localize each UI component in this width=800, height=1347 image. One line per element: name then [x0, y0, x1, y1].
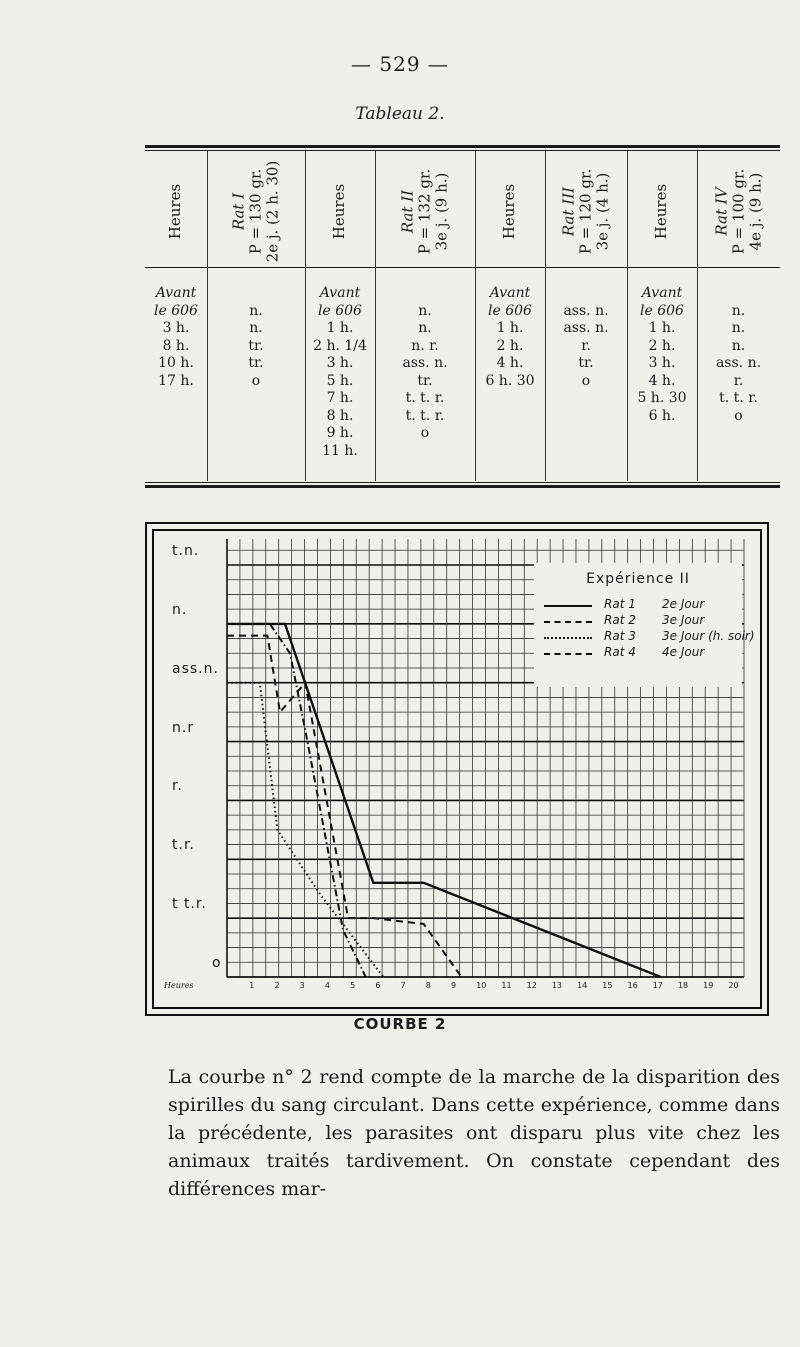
table-cell: n. — [731, 320, 746, 336]
legend-series-day: 2e Jour — [662, 597, 705, 611]
table-cell: Avant — [155, 285, 197, 301]
x-tick-label: 11 — [501, 981, 512, 990]
chart-caption: COURBE 2 — [353, 1015, 447, 1033]
legend-swatch — [544, 605, 592, 607]
table-cell: le 606 — [318, 302, 362, 319]
table-cell: le 606 — [640, 302, 684, 319]
table-cell: 1 h. — [496, 320, 524, 336]
chart-frame — [145, 522, 769, 1016]
table-cell: r. — [733, 372, 744, 389]
legend-title: Expérience II — [586, 571, 690, 587]
y-tick-label: r. — [172, 778, 183, 795]
table-cell: ass. n. — [715, 355, 762, 371]
table-header-line: P = 100 gr. — [729, 168, 747, 255]
table-cell — [697, 285, 780, 303]
table-header-1 — [145, 159, 207, 264]
table-cell: o — [251, 372, 261, 389]
table-cell: t. t. r. — [405, 390, 445, 406]
table-cell: n. — [731, 337, 746, 354]
table-column-5 — [475, 285, 545, 390]
x-tick-label: 20 — [728, 981, 739, 990]
table-cell: Avant — [319, 285, 361, 301]
x-tick-label: 7 — [400, 981, 406, 990]
table-cell: 2 h. — [648, 337, 676, 354]
table-cell: n. r. — [411, 337, 439, 354]
table-cell: 2 h. — [496, 337, 524, 354]
legend-item — [534, 645, 742, 661]
table-cell: 6 h. 30 — [485, 372, 535, 389]
table-cell: tr. — [248, 355, 264, 371]
x-tick-label: 15 — [602, 981, 613, 990]
table-cell — [545, 285, 627, 303]
table-column-2 — [207, 285, 305, 390]
table-cell: 8 h. — [326, 407, 354, 424]
table-header-3 — [305, 159, 375, 264]
chart-legend — [534, 563, 755, 687]
table-header-line: 4e j. (9 h.) — [746, 172, 764, 251]
table-cell: le 606 — [488, 302, 532, 319]
table-cell: o — [581, 372, 591, 389]
table-header-4 — [375, 159, 475, 264]
x-tick-label: 18 — [677, 981, 689, 990]
table-cell: o — [734, 407, 743, 424]
table-cell: 1 h. — [648, 320, 676, 336]
table-cell: tr. — [578, 355, 594, 371]
legend-series-day: 3e Jour (h. soir) — [662, 629, 755, 643]
table-cell: 2 h. 1/4 — [313, 337, 367, 354]
x-tick-label: 17 — [652, 981, 663, 990]
table-header-line: Heures — [166, 183, 185, 240]
x-tick-label: 5 — [350, 981, 356, 990]
table-header-line: Rat II — [398, 189, 417, 234]
table-cell: Avant — [641, 285, 683, 301]
table-cell: 3 h. — [648, 355, 676, 371]
table-cell: 8 h. — [162, 337, 190, 354]
table-header-line: Rat I — [229, 192, 248, 231]
table-header-line: P = 132 gr. — [415, 168, 434, 255]
y-tick-label: t t.r. — [172, 896, 207, 913]
legend-swatch — [544, 621, 592, 623]
table-cell: 6 h. — [648, 407, 676, 424]
legend-series-day: 3e Jour — [662, 613, 705, 627]
table-column-4 — [375, 285, 475, 443]
table-cell: 11 h. — [322, 442, 358, 459]
legend-series-name: Rat 2 — [604, 613, 636, 627]
table-cell: r. — [581, 337, 591, 354]
table-cell: o — [420, 425, 430, 441]
table-cell: ass. n. — [402, 355, 448, 371]
table-header-line: 3e j. (9 h.) — [432, 172, 451, 251]
legend-item — [534, 597, 742, 613]
y-tick-label: t.r. — [172, 837, 195, 854]
table-header-line: P = 130 gr. — [246, 168, 265, 255]
x-tick-label: 6 — [375, 981, 381, 990]
legend-series-name: Rat 1 — [604, 597, 636, 611]
legend-series-name: Rat 4 — [604, 645, 636, 659]
table-caption: Tableau 2. — [355, 104, 445, 124]
y-tick-label: n.r — [172, 719, 195, 736]
table-column-1 — [145, 285, 207, 390]
table-cell: 10 h. — [158, 355, 194, 371]
y-tick-label: o — [212, 955, 222, 971]
table-cell: n. — [249, 302, 263, 319]
legend-series-name: Rat 3 — [604, 629, 636, 643]
table-cell: ass. n. — [563, 320, 609, 336]
table-cell — [375, 285, 475, 303]
x-tick-label: 8 — [425, 981, 431, 990]
page-number: — 529 — — [351, 52, 449, 76]
table-column-6 — [545, 285, 627, 390]
y-tick-label: n. — [172, 601, 188, 618]
x-tick-label: 2 — [274, 981, 280, 990]
x-tick-label: 13 — [551, 981, 563, 990]
chart-area — [152, 529, 762, 1009]
x-tick-label: 1 — [249, 981, 255, 990]
table-cell: ass. n. — [563, 302, 609, 319]
table-cell: 5 h. 30 — [637, 390, 687, 406]
table-cell: 4 h. — [648, 372, 676, 389]
table-cell: 7 h. — [326, 390, 354, 406]
table-cell: 4 h. — [496, 355, 524, 371]
table-header-line: P = 120 gr. — [576, 168, 595, 255]
x-tick-label: 3 — [299, 981, 305, 990]
table-cell: t. t. r. — [405, 407, 445, 424]
table-cell: t. t. r. — [719, 390, 758, 406]
table-header-5 — [475, 159, 545, 264]
table-cell: 3 h. — [326, 355, 354, 371]
table-header-8 — [697, 159, 780, 264]
legend-swatch — [544, 637, 592, 639]
table-cell: 5 h. — [326, 372, 354, 389]
table-header-line: Heures — [330, 183, 349, 240]
data-table — [145, 145, 780, 490]
legend-item — [534, 613, 742, 629]
table-cell: 9 h. — [326, 425, 354, 441]
legend-swatch — [544, 653, 592, 655]
table-cell: 17 h. — [158, 372, 194, 389]
table-column-7 — [627, 285, 697, 425]
x-tick-label: 10 — [476, 981, 487, 990]
table-cell: n. — [731, 302, 746, 319]
table-cell — [207, 285, 305, 303]
table-cell: tr. — [248, 337, 264, 354]
x-tick-label: 19 — [703, 981, 714, 990]
table-column-8 — [697, 285, 780, 425]
table-header-line: 3e j. (4 h.) — [593, 172, 612, 251]
y-tick-label: t.n. — [172, 543, 200, 559]
table-header-line: Heures — [652, 183, 671, 240]
x-tick-label: 4 — [324, 981, 330, 990]
table-column-3 — [305, 285, 375, 460]
table-header-7 — [627, 159, 697, 264]
table-cell: 3 h. — [162, 320, 190, 336]
table-header-line: Rat III — [559, 186, 578, 237]
table-header-line: 2e j. (2 h. 30) — [263, 160, 282, 263]
x-axis-label: Heures — [164, 981, 194, 990]
table-cell: le 606 — [154, 302, 198, 319]
table-header-line: Rat IV — [712, 187, 730, 236]
table-header-6 — [545, 159, 627, 264]
table-cell: n. — [418, 320, 432, 336]
body-paragraph: La courbe n° 2 rend compte de la marche de la disparition des spirilles du sang circulant. Dans cette expérience, comme dans la précédente, les parasites ont disparu plus vite chez les animaux traités tardivement. On constate cependant des différences mar- — [168, 1066, 780, 1200]
x-tick-label: 14 — [577, 981, 588, 990]
x-tick-label: 12 — [526, 981, 537, 990]
table-header-line: Heures — [500, 183, 519, 240]
x-tick-label: 9 — [450, 981, 457, 990]
table-cell: Avant — [489, 285, 531, 301]
table-cell: n. — [249, 320, 263, 336]
legend-series-day: 4e Jour — [662, 645, 705, 659]
table-cell: tr. — [417, 372, 433, 389]
x-tick-label: 16 — [627, 981, 638, 990]
table-cell: 1 h. — [326, 320, 354, 336]
legend-item — [534, 629, 755, 645]
table-header-2 — [207, 159, 305, 264]
table-cell: n. — [418, 302, 432, 319]
y-tick-label: ass.n. — [172, 660, 219, 677]
